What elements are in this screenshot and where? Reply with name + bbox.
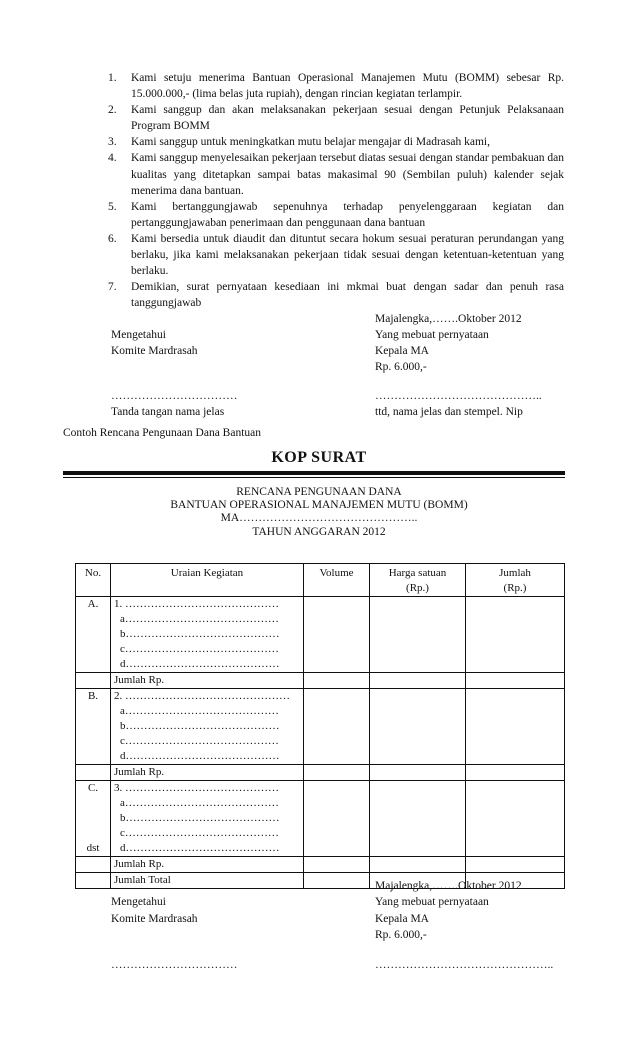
activity-main: 3. …………………………………… [114, 782, 279, 794]
signature-right-dots: …………………………………….. [375, 390, 542, 402]
letterhead-rule-thin [63, 477, 565, 478]
heading-line-2: BANTUAN OPERASIONAL MANAJEMEN MUTU (BOMM) [170, 499, 468, 512]
item-number: 2. [108, 104, 117, 117]
activity-cell [111, 689, 304, 765]
activity-sub: c…………………………………… [120, 735, 279, 747]
letterhead-rule-thick [63, 471, 565, 475]
header-jumlah-line2: (Rp.) [503, 582, 527, 594]
volume-cell [304, 857, 370, 873]
header-harga-line1: Harga satuan [388, 567, 447, 579]
volume-cell [304, 597, 370, 673]
activity-sub: b…………………………………… [120, 628, 280, 640]
signature-right-role: Kepala MA [375, 913, 429, 925]
harga-cell [370, 857, 466, 873]
signature-right-caption: ttd, nama jelas dan stempel. Nip [375, 406, 523, 418]
header-volume: Volume [304, 564, 370, 597]
heading-line-4: TAHUN ANGGARAN 2012 [252, 525, 386, 538]
header-jumlah-line1: Jumlah [499, 567, 531, 579]
jumlah-cell [466, 765, 565, 781]
budget-table [75, 563, 565, 889]
item-text: Kami sanggup menyelesaikan pekerjaan tersebut diatas sesuai dengan standar pembakuan dan kualitas yang ditetapkan sampai batas makasimal 90 (Sembilan puluh) kalender sejak menerima dana bantuan. [131, 152, 565, 197]
item-text: Demikian, surat pernyataan kesediaan ini mkmai buat dengan sadar dan penuh rasa tanggungjawab [131, 281, 564, 310]
signature-left-caption: Tanda tangan nama jelas [111, 406, 225, 418]
harga-cell [370, 765, 466, 781]
header-uraian: Uraian Kegiatan [111, 564, 304, 597]
row-number [76, 765, 111, 781]
header-jumlah [466, 564, 565, 597]
volume-cell [304, 689, 370, 765]
item-number: 1. [108, 72, 117, 84]
signature-stamp-value: Rp. 6.000,- [375, 929, 427, 941]
item-text: Kami sanggup untuk meningkatkan mutu belajar mengajar di Madrasah kami, [131, 136, 490, 149]
signature-left-role: Komite Mardrasah [111, 345, 198, 357]
activity-sub: a…………………………………… [120, 797, 279, 809]
declaration-item [108, 102, 564, 134]
row-number: B. [76, 689, 111, 765]
activity-sub: c…………………………………… [120, 827, 279, 839]
activity-main: 2. ……………………………………… [114, 690, 290, 702]
table-row [76, 689, 565, 765]
signature-right-title: Yang mebuat pernyataan [375, 896, 489, 908]
table-row [76, 673, 565, 689]
item-text: Kami bertanggungjawab sepenuhnya terhadap penyelenggaraan kegiatan dan pertanggungjawaban penerimaan dan penggunaan dana bantuan [131, 200, 564, 229]
header-harga [370, 564, 466, 597]
table-row [76, 781, 565, 857]
activity-sub: b…………………………………… [120, 812, 280, 824]
volume-cell [304, 673, 370, 689]
declaration-item [108, 199, 564, 231]
item-number: 3. [108, 136, 117, 149]
harga-cell [370, 597, 466, 673]
harga-cell [370, 689, 466, 765]
table-header-row [76, 564, 565, 597]
volume-cell [304, 765, 370, 781]
activity-cell [111, 597, 304, 673]
row-number [76, 781, 111, 857]
signature-left-title: Mengetahui [111, 329, 166, 341]
item-text: Kami bersedia untuk diaudit dan dituntut secara hokum sesuai peraturan perundangan yang berlaku, jika kami melaksanakan pekerjaan tidak sesuai dengan ketentuan-ketentuan yang berlaku. [131, 232, 564, 278]
activity-sub: d…………………………………… [120, 750, 280, 762]
jumlah-cell [466, 857, 565, 873]
volume-cell [304, 781, 370, 857]
declaration-item [108, 279, 564, 311]
item-text: Kami sanggup dan akan melaksanakan pekerjaan sesuai dengan Petunjuk Pelaksanaan Program BOMM [131, 104, 564, 133]
signature-stamp-value: Rp. 6.000,- [375, 361, 427, 373]
signature-left-title: Mengetahui [111, 896, 166, 908]
harga-cell [370, 673, 466, 689]
activity-sub: a…………………………………… [120, 613, 279, 625]
declaration-item [108, 231, 564, 279]
activity-sub: a…………………………………… [120, 705, 279, 717]
activity-sub: d…………………………………… [120, 658, 280, 670]
item-text: Kami setuju menerima Bantuan Operasional Manajemen Mutu (BOMM) sebesar Rp. 15.000.000,- (lima belas juta rupiah), dengan rincian kegiatan terlampir. [131, 72, 564, 101]
row-number [76, 857, 111, 873]
table-row [76, 857, 565, 873]
signature-right-title: Yang mebuat pernyataan [375, 329, 489, 341]
activity-cell [111, 781, 304, 857]
activity-main: 1. …………………………………… [114, 598, 279, 610]
row-number-continuation: dst [86, 842, 100, 854]
signature-place-date: Majalengka,…….Oktober 2012 [375, 880, 522, 892]
example-label: Contoh Rencana Pengunaan Dana Bantuan [63, 427, 261, 439]
heading-line-3: MA……………………………………….. [220, 512, 418, 525]
row-number [76, 673, 111, 689]
row-number-main: C. [87, 782, 99, 794]
subtotal-label: Jumlah Rp. [111, 857, 304, 873]
jumlah-cell [466, 597, 565, 673]
item-number: 7. [108, 281, 117, 294]
declaration-item [108, 70, 564, 102]
volume-cell [304, 873, 370, 889]
signature-left-dots: …………………………… [111, 959, 238, 971]
item-number: 5. [108, 200, 117, 213]
signature-right-dots: ……………………………………….. [375, 959, 554, 971]
table-row [76, 765, 565, 781]
jumlah-cell [466, 689, 565, 765]
activity-sub: b…………………………………… [120, 720, 280, 732]
activity-sub: d…………………………………… [120, 842, 280, 854]
item-number: 6. [108, 232, 117, 245]
signature-left-dots: …………………………… [111, 390, 238, 402]
signature-right-role: Kepala MA [375, 345, 429, 357]
subtotal-label: Jumlah Rp. [111, 673, 304, 689]
letterhead-title: KOP SURAT [271, 449, 367, 466]
table-row [76, 597, 565, 673]
harga-cell [370, 781, 466, 857]
signature-left-role: Komite Mardrasah [111, 913, 198, 925]
header-harga-line2: (Rp.) [406, 582, 429, 594]
total-label: Jumlah Total [111, 873, 304, 889]
jumlah-cell [466, 781, 565, 857]
declaration-list [108, 70, 564, 311]
plan-heading [0, 486, 638, 539]
row-number: A. [76, 597, 111, 673]
jumlah-cell [466, 673, 565, 689]
item-number: 4. [108, 152, 117, 165]
row-number [76, 873, 111, 889]
declaration-item [108, 134, 564, 150]
activity-sub: c…………………………………… [120, 643, 279, 655]
signature-place-date: Majalengka,…….Oktober 2012 [375, 313, 522, 325]
subtotal-label: Jumlah Rp. [111, 765, 304, 781]
header-no: No. [76, 564, 111, 597]
heading-line-1: RENCANA PENGUNAAN DANA [236, 486, 402, 498]
declaration-item [108, 150, 564, 198]
